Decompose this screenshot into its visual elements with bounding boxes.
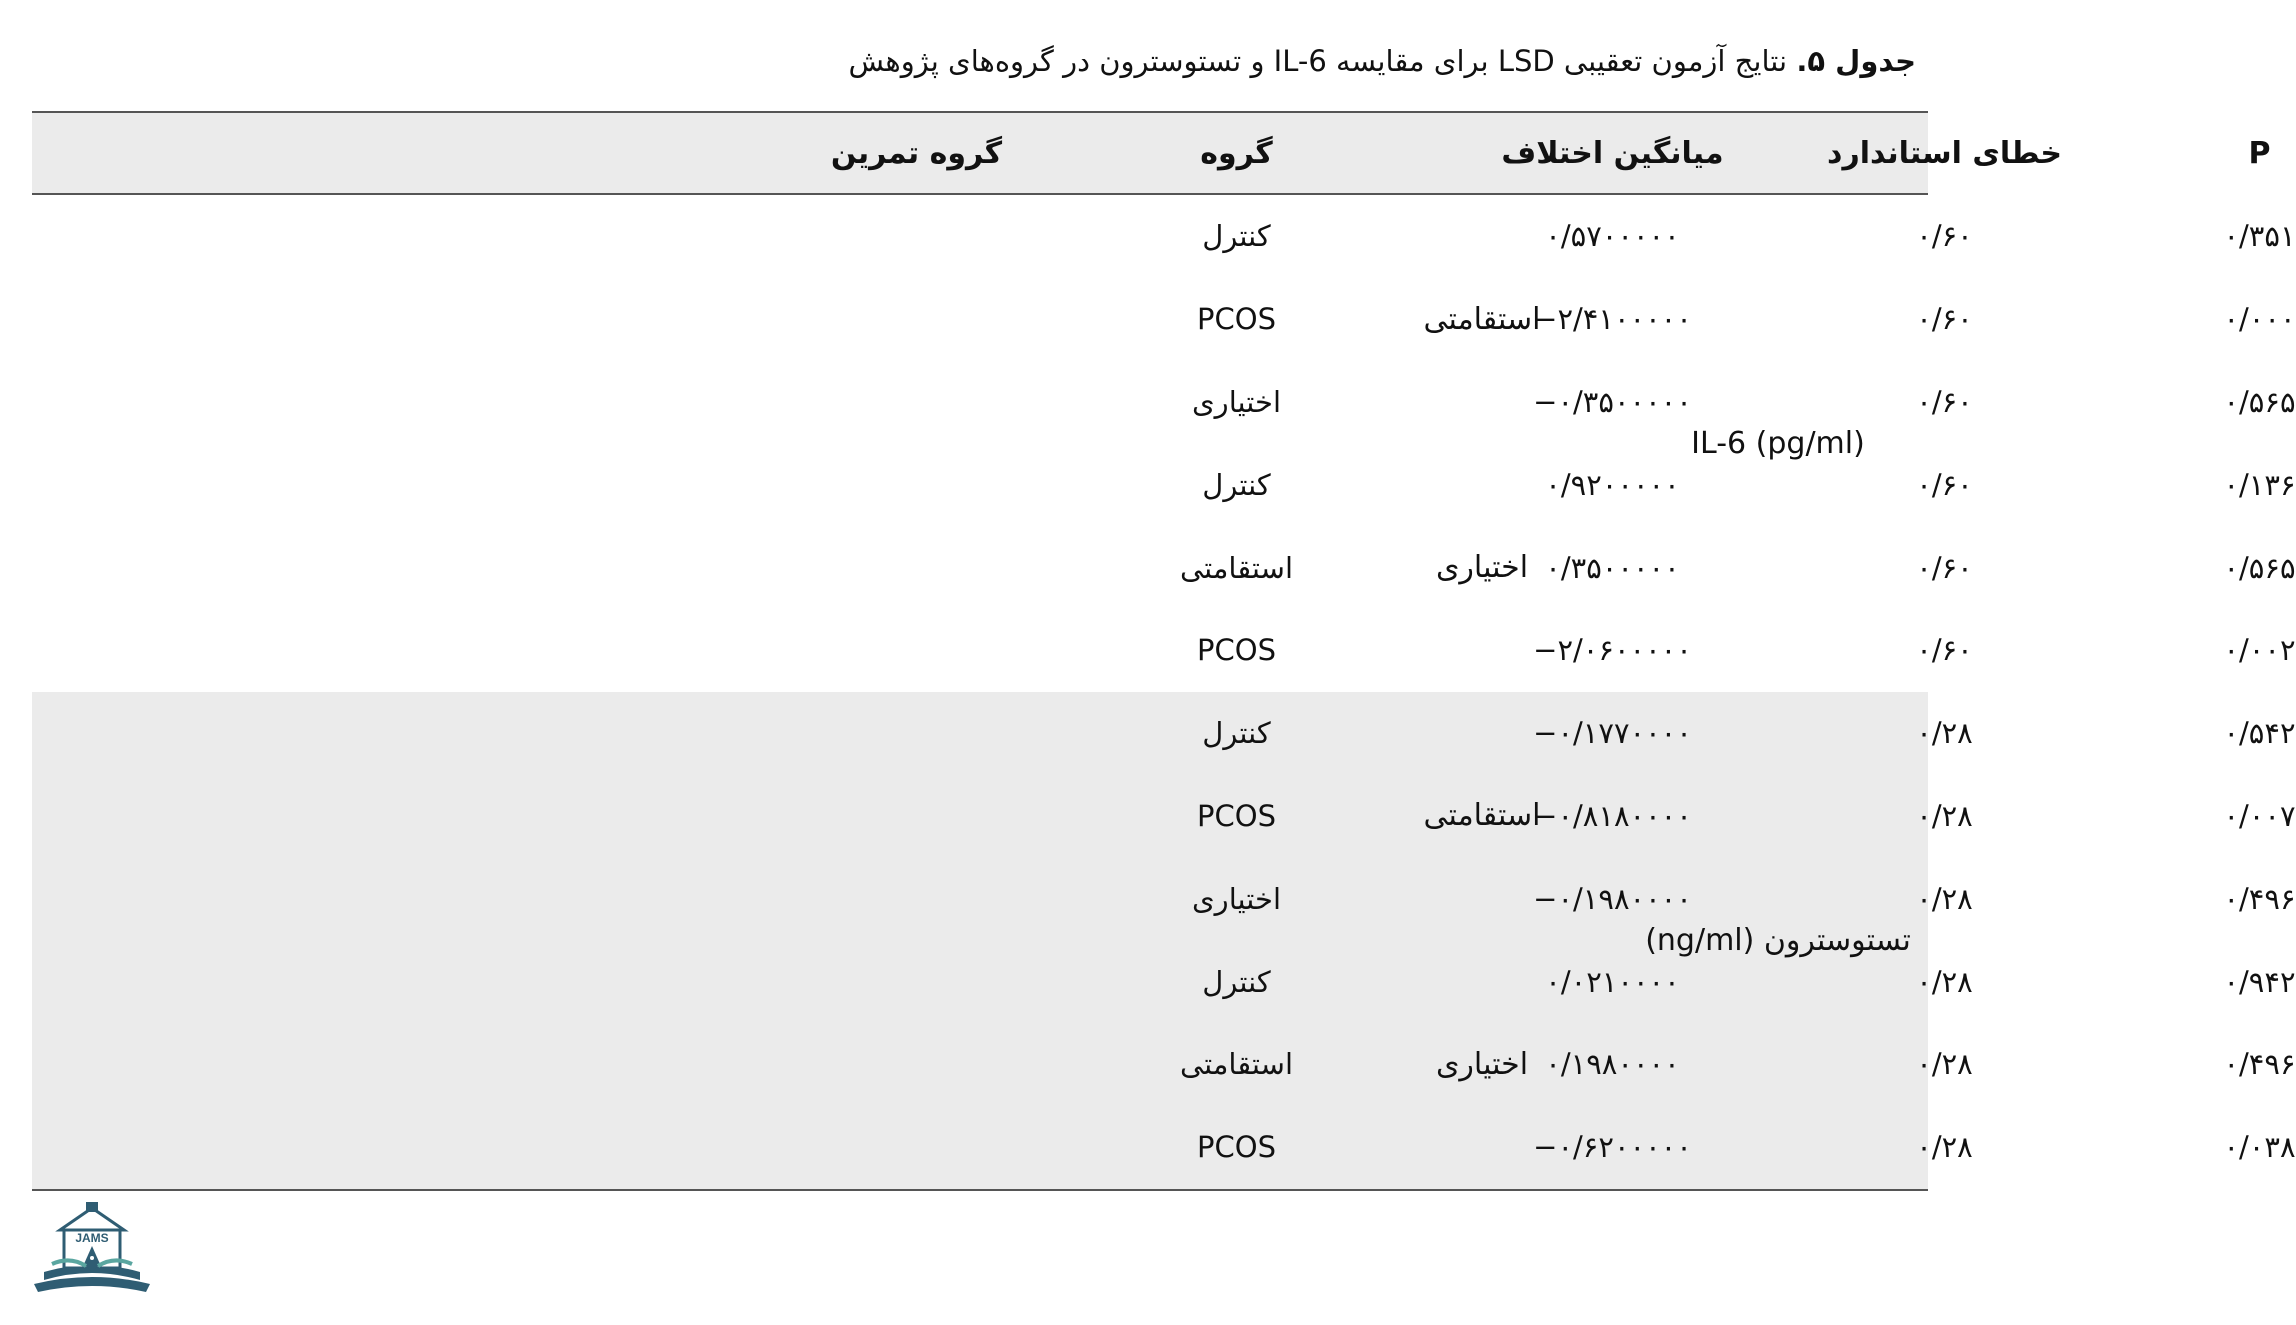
lsd-results-table (32, 111, 2296, 1191)
group-cell: استقامتی (1179, 550, 1294, 585)
p-value-cell: ۰/۵۶۵ (2223, 384, 2296, 419)
exercise-group-cell: استقامتی (1423, 798, 1541, 834)
mean-difference-cell: −۲/۴۱۰۰۰۰۰ (1533, 302, 1692, 337)
jams-logo (30, 1200, 154, 1300)
standard-error-cell: ۰/۶۰ (1916, 633, 1973, 668)
caption-text: نتایج آزمون تعقیبی LSD برای مقایسه IL-6 و تستوسترون در گروه‌های پژوهش (848, 44, 1797, 78)
standard-error-cell: ۰/۲۸ (1916, 964, 1973, 999)
group-cell: PCOS (1197, 798, 1276, 833)
group-cell: اختیاری (1191, 881, 1282, 916)
measure-cell: IL-6 (pg/ml) (1691, 425, 1865, 461)
standard-error-cell: ۰/۶۰ (1916, 302, 1973, 337)
mean-difference-cell: ۰/۳۵۰۰۰۰۰ (1545, 550, 1680, 585)
p-value-cell: ۰/۵۶۵ (2223, 550, 2296, 585)
header-mean-difference: میانگین اختلاف (1501, 135, 1724, 171)
group-cell: PCOS (1197, 633, 1276, 668)
p-value-cell: ۰/۱۳۶ (2223, 467, 2296, 502)
standard-error-cell: ۰/۶۰ (1916, 467, 1973, 502)
mean-difference-cell: −۰/۱۹۸۰۰۰۰ (1533, 881, 1692, 916)
group-cell: کنترل (1202, 964, 1271, 999)
p-value-cell: ۰/۰۰۲ (2223, 633, 2296, 668)
table-caption (36, 36, 1916, 86)
mean-difference-cell: −۰/۶۲۰۰۰۰۰ (1533, 1130, 1692, 1165)
p-value-cell: ۰/۳۵۱ (2223, 219, 2296, 254)
mean-difference-cell: −۰/۸۱۸۰۰۰۰ (1533, 798, 1692, 833)
p-value-cell: ۰/۴۹۶ (2223, 881, 2296, 916)
standard-error-cell: ۰/۲۸ (1916, 1130, 1973, 1165)
group-cell: کنترل (1202, 219, 1271, 254)
table-header-row (32, 111, 2271, 195)
group-cell: کنترل (1202, 716, 1271, 751)
standard-error-cell: ۰/۶۰ (1916, 550, 1973, 585)
p-value-cell: ۰/۰۰۰ (2223, 302, 2296, 337)
p-value-cell: ۰/۵۴۲ (2223, 716, 2296, 751)
p-value-cell: ۰/۰۰۷ (2223, 798, 2296, 833)
header-p-value: P (2248, 135, 2271, 171)
group-cell: استقامتی (1179, 1047, 1294, 1082)
header-standard-error: خطای استاندارد (1827, 135, 2062, 171)
mean-difference-cell: −۰/۳۵۰۰۰۰۰ (1533, 384, 1692, 419)
mean-difference-cell: ۰/۵۷۰۰۰۰۰ (1545, 219, 1680, 254)
mean-difference-cell: −۰/۱۷۷۰۰۰۰ (1533, 716, 1692, 751)
standard-error-cell: ۰/۶۰ (1916, 219, 1973, 254)
standard-error-cell: ۰/۲۸ (1916, 716, 1973, 751)
standard-error-cell: ۰/۲۸ (1916, 1047, 1973, 1082)
standard-error-cell: ۰/۲۸ (1916, 798, 1973, 833)
exercise-group-cell: اختیاری (1435, 550, 1529, 586)
standard-error-cell: ۰/۶۰ (1916, 384, 1973, 419)
mean-difference-cell: −۲/۰۶۰۰۰۰۰ (1533, 633, 1692, 668)
mean-difference-cell: ۰/۱۹۸۰۰۰۰ (1545, 1047, 1680, 1082)
svg-text:JAMS: JAMS (75, 1231, 109, 1245)
table-section (32, 692, 2296, 1191)
standard-error-cell: ۰/۲۸ (1916, 881, 1973, 916)
measure-cell: تستوسترون (ng/ml) (1645, 922, 1911, 958)
exercise-group-cell: اختیاری (1435, 1046, 1529, 1082)
header-exercise-group: گروه تمرین (830, 135, 1003, 171)
group-cell: اختیاری (1191, 384, 1282, 419)
group-cell: PCOS (1197, 1130, 1276, 1165)
mean-difference-cell: ۰/۰۲۱۰۰۰۰ (1545, 964, 1680, 999)
p-value-cell: ۰/۹۴۲ (2223, 964, 2296, 999)
mean-difference-cell: ۰/۹۲۰۰۰۰۰ (1545, 467, 1680, 502)
caption-label: جدول ۵. (1796, 44, 1916, 78)
exercise-group-cell: استقامتی (1423, 301, 1541, 337)
p-value-cell: ۰/۰۳۸ (2223, 1130, 2296, 1165)
p-value-cell: ۰/۴۹۶ (2223, 1047, 2296, 1082)
group-cell: کنترل (1202, 467, 1271, 502)
group-cell: PCOS (1197, 302, 1276, 337)
table-body (32, 195, 2296, 1191)
header-group: گروه (1200, 135, 1273, 171)
table-section (32, 195, 2296, 692)
